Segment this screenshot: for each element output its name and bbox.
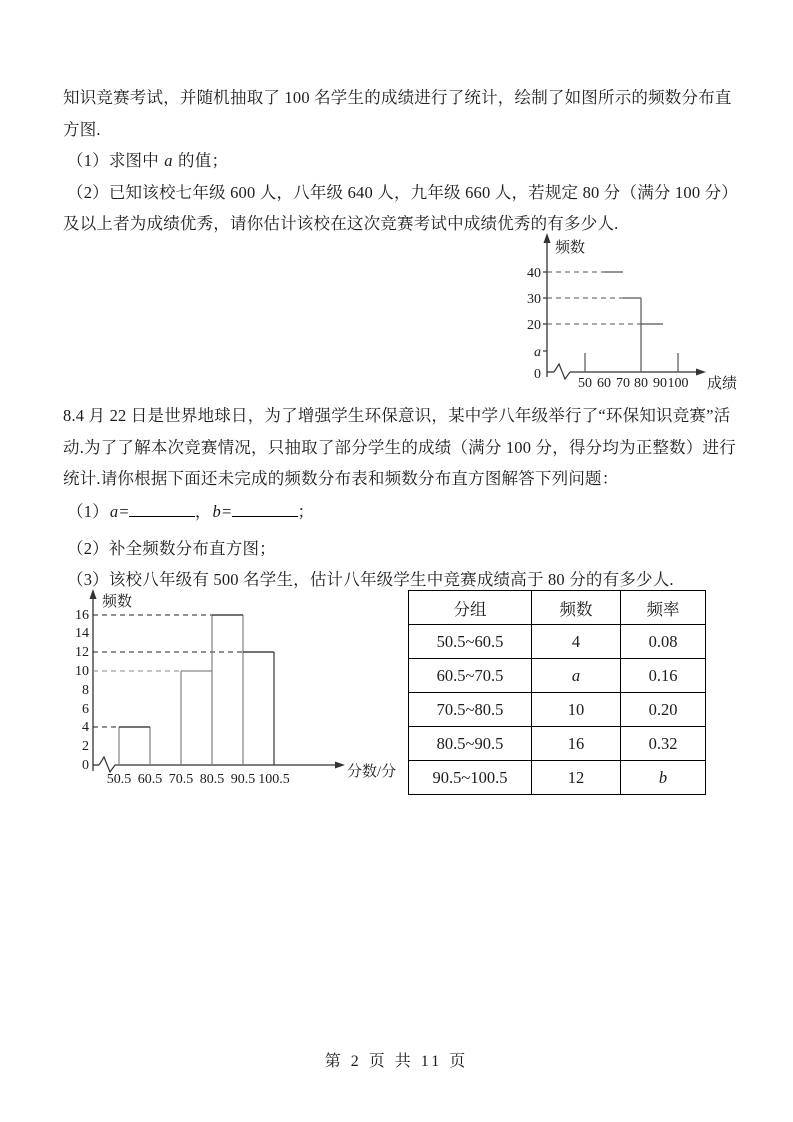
q8-item1-pre: （1） — [67, 502, 109, 521]
q7-item-1 — [67, 147, 228, 171]
table-cell-rate: 0.20 — [621, 693, 706, 727]
q8-item-3: （3）该校八年级有 500 名学生，估计八年级学生中竞赛成绩高于 80 分的有多少人. — [67, 570, 674, 589]
q8-ytick-label-8: 8 — [82, 683, 89, 698]
table-cell-group: 70.5~80.5 — [409, 693, 532, 727]
frequency-table — [408, 590, 706, 795]
q7-item1-post: 的值； — [173, 151, 229, 170]
table-cell-frequency: 10 — [532, 693, 621, 727]
table-row — [409, 659, 706, 693]
q8-xtick-label-50-5: 50.5 — [106, 772, 132, 787]
q8-item1-variable-a: a — [109, 502, 119, 521]
q7-text-line-2: 方图. — [63, 120, 101, 139]
q7-y-axis-label: 频数 — [555, 240, 586, 256]
q8-ytick-label-10: 10 — [75, 664, 89, 679]
table-cell-group: 90.5~100.5 — [409, 761, 532, 795]
q8-answer-blank-b — [232, 501, 298, 517]
q8-ytick-label-2: 2 — [82, 739, 89, 754]
table-cell-group: 60.5~70.5 — [409, 659, 532, 693]
q7-text-line-1: 知识竞赛考试，并随机抽取了 100 名学生的成绩进行了统计，绘制了如图所示的频数分布直 — [63, 88, 732, 107]
table-cell-rate: 0.32 — [621, 727, 706, 761]
q7-xtick-label-100: 100 — [667, 376, 689, 391]
q8-answer-blank-a — [129, 501, 195, 517]
q8-y-axis-label: 频数 — [102, 594, 133, 610]
table-cell-group: 80.5~90.5 — [409, 727, 532, 761]
q8-xtick-label-80-5: 80.5 — [199, 772, 225, 787]
q8-x-axis-arrow-icon — [335, 762, 345, 769]
q8-text-line-1: 8.4 月 22 日是世界地球日，为了增强学生环保意识，某中学八年级举行了“环保知识竞赛”活 — [63, 406, 731, 425]
table-header-group: 分组 — [409, 591, 532, 625]
q8-item1-eq1: = — [119, 502, 129, 521]
q8-ytick-label-14: 14 — [75, 626, 89, 641]
q7-item-2-line-2: 及以上者为成绩优秀，请你估计该校在这次竞赛考试中成绩优秀的有多少人. — [63, 214, 619, 233]
q7-x-axis-label: 成绩 — [707, 376, 738, 392]
q7-histogram — [513, 228, 741, 400]
q7-ytick-label-30: 30 — [527, 292, 541, 307]
q7-xtick-label-70: 70 — [616, 376, 630, 391]
table-cell-frequency: 4 — [532, 625, 621, 659]
q8-item1-variable-b: b — [212, 502, 221, 521]
q7-item-2-line-1: （2）已知该校七年级 600 人，八年级 640 人，九年级 660 人，若规定 80 分（满分 100 分） — [67, 183, 738, 202]
q7-x-axis-arrow-icon — [696, 369, 706, 376]
q8-ytick-label-4: 4 — [82, 720, 89, 735]
q8-xtick-label-60-5: 60.5 — [137, 772, 163, 787]
q8-item1-comma: ， — [194, 502, 212, 521]
q8-xtick-label-70-5: 70.5 — [168, 772, 194, 787]
q8-xtick-label-100-5: 100.5 — [258, 772, 290, 787]
q8-ytick-label-12: 12 — [75, 645, 89, 660]
q8-item1-end: ； — [297, 502, 315, 521]
q8-ytick-label-16: 16 — [75, 608, 89, 623]
table-cell-rate-variable-b: b — [621, 761, 706, 795]
q8-ytick-label-6: 6 — [82, 702, 89, 717]
table-row — [409, 625, 706, 659]
q8-histogram — [75, 585, 405, 793]
table-header-frequency: 频数 — [532, 591, 621, 625]
q8-axis-break-icon — [99, 757, 115, 772]
q7-axis-break-icon — [554, 364, 570, 379]
table-row — [409, 727, 706, 761]
table-cell-rate: 0.08 — [621, 625, 706, 659]
table-cell-frequency: 16 — [532, 727, 621, 761]
q8-item-2: （2）补全频数分布直方图； — [67, 539, 276, 558]
q8-ytick-label-0: 0 — [82, 758, 89, 773]
q7-item1-variable-a: a — [164, 151, 173, 170]
q8-y-axis-arrow-icon — [90, 589, 97, 599]
q8-item-1 — [67, 498, 314, 522]
q7-ytick-label-a: a — [534, 345, 541, 360]
page-number-footer: 第 2 页 共 11 页 — [324, 1053, 469, 1070]
table-row — [409, 761, 706, 795]
table-header-rate: 频率 — [621, 591, 706, 625]
table-cell-group: 50.5~60.5 — [409, 625, 532, 659]
q7-item1-pre: （1）求图中 — [67, 151, 164, 170]
table-cell-rate: 0.16 — [621, 659, 706, 693]
q7-ytick-label-0: 0 — [534, 367, 541, 382]
q8-item1-eq2: = — [221, 502, 232, 521]
q7-xtick-label-50: 50 — [578, 376, 592, 391]
q8-x-axis-label: 分数/分 — [347, 764, 397, 780]
table-cell-frequency-variable-a: a — [532, 659, 621, 693]
q7-ytick-label-20: 20 — [527, 318, 541, 333]
q7-xtick-label-90: 90 — [653, 376, 667, 391]
q8-xtick-label-90-5: 90.5 — [230, 772, 256, 787]
q8-text-line-2: 动.为了了解本次竞赛情况，只抽取了部分学生的成绩（满分 100 分，得分均为正整数）进行 — [63, 438, 736, 457]
q7-xtick-label-60: 60 — [597, 376, 611, 391]
table-header-row — [409, 591, 706, 625]
table-row — [409, 693, 706, 727]
q7-y-axis-arrow-icon — [544, 233, 551, 243]
q7-xtick-label-80: 80 — [634, 376, 648, 391]
q7-ytick-label-40: 40 — [527, 266, 541, 281]
q8-text-line-3: 统计.请你根据下面还未完成的频数分布表和频数分布直方图解答下列问题： — [63, 469, 619, 488]
table-cell-frequency: 12 — [532, 761, 621, 795]
